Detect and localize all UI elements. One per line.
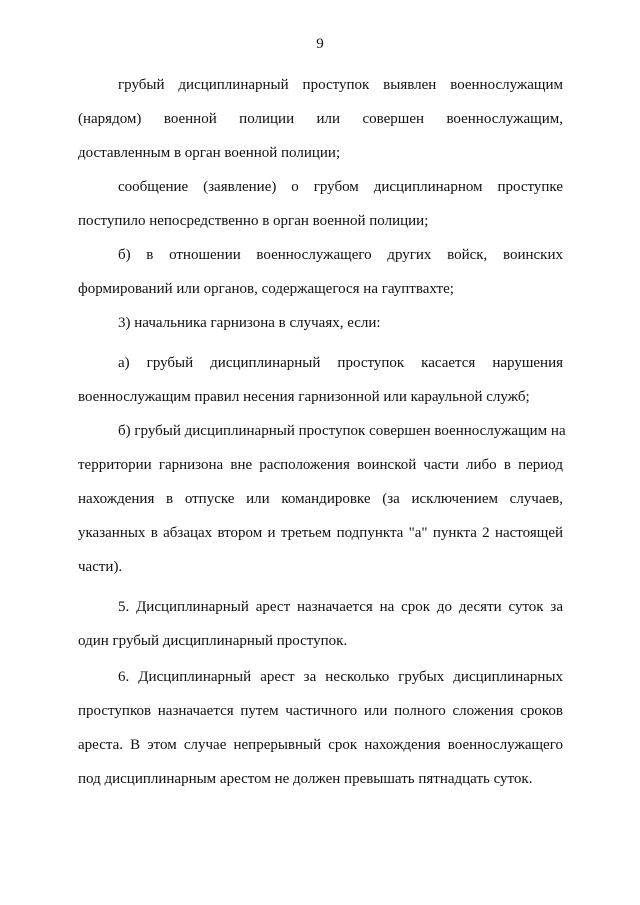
paragraph bbox=[78, 590, 563, 658]
paragraph bbox=[78, 306, 563, 340]
paragraph bbox=[78, 68, 563, 170]
paragraph bbox=[78, 238, 563, 306]
paragraph-line: военнослужащим правил несения гарнизонной или караульной служб; bbox=[78, 389, 530, 405]
paragraph-line: доставленным в орган военной полиции; bbox=[78, 145, 341, 161]
paragraph-line: сообщение (заявление) о грубом дисциплинарном проступке bbox=[118, 179, 563, 195]
paragraph-line: 3) начальника гарнизона в случаях, если: bbox=[118, 315, 381, 331]
paragraph-line: проступков назначается путем частичного или полного сложения сроков bbox=[78, 703, 563, 719]
paragraph bbox=[78, 660, 563, 796]
paragraph-line: нахождения в отпуске или командировке (за исключением случаев, bbox=[78, 491, 563, 507]
paragraph-line: 5. Дисциплинарный арест назначается на срок до десяти суток за bbox=[118, 599, 563, 615]
paragraph-line: части). bbox=[78, 559, 123, 575]
paragraph bbox=[78, 170, 563, 238]
paragraph-line: 6. Дисциплинарный арест за несколько грубых дисциплинарных bbox=[118, 669, 563, 685]
paragraph-line: поступило непосредственно в орган военной полиции; bbox=[78, 213, 429, 229]
paragraph bbox=[78, 346, 563, 414]
paragraph-line: один грубый дисциплинарный проступок. bbox=[78, 633, 348, 649]
paragraph-line: б) в отношении военнослужащего других войск, воинских bbox=[118, 247, 563, 263]
paragraph-line: указанных в абзацах втором и третьем подпункта "а" пункта 2 настоящей bbox=[78, 525, 563, 541]
paragraph-line: ареста. В этом случае непрерывный срок нахождения военнослужащего bbox=[78, 737, 563, 753]
paragraph-line: а) грубый дисциплинарный проступок касается нарушения bbox=[118, 355, 563, 371]
paragraph-line: грубый дисциплинарный проступок выявлен военнослужащим bbox=[118, 77, 563, 93]
paragraph-line: под дисциплинарным арестом не должен превышать пятнадцать суток. bbox=[78, 771, 533, 787]
paragraph-line: формирований или органов, содержащегося на гауптвахте; bbox=[78, 281, 454, 297]
paragraph bbox=[78, 414, 566, 584]
paragraph-line: (нарядом) военной полиции или совершен военнослужащим, bbox=[78, 111, 563, 127]
paragraph-line: б) грубый дисциплинарный проступок совершен военнослужащим на bbox=[118, 423, 566, 439]
paragraph-line: территории гарнизона вне расположения воинской части либо в период bbox=[78, 457, 563, 473]
page-number: 9 bbox=[316, 36, 324, 52]
